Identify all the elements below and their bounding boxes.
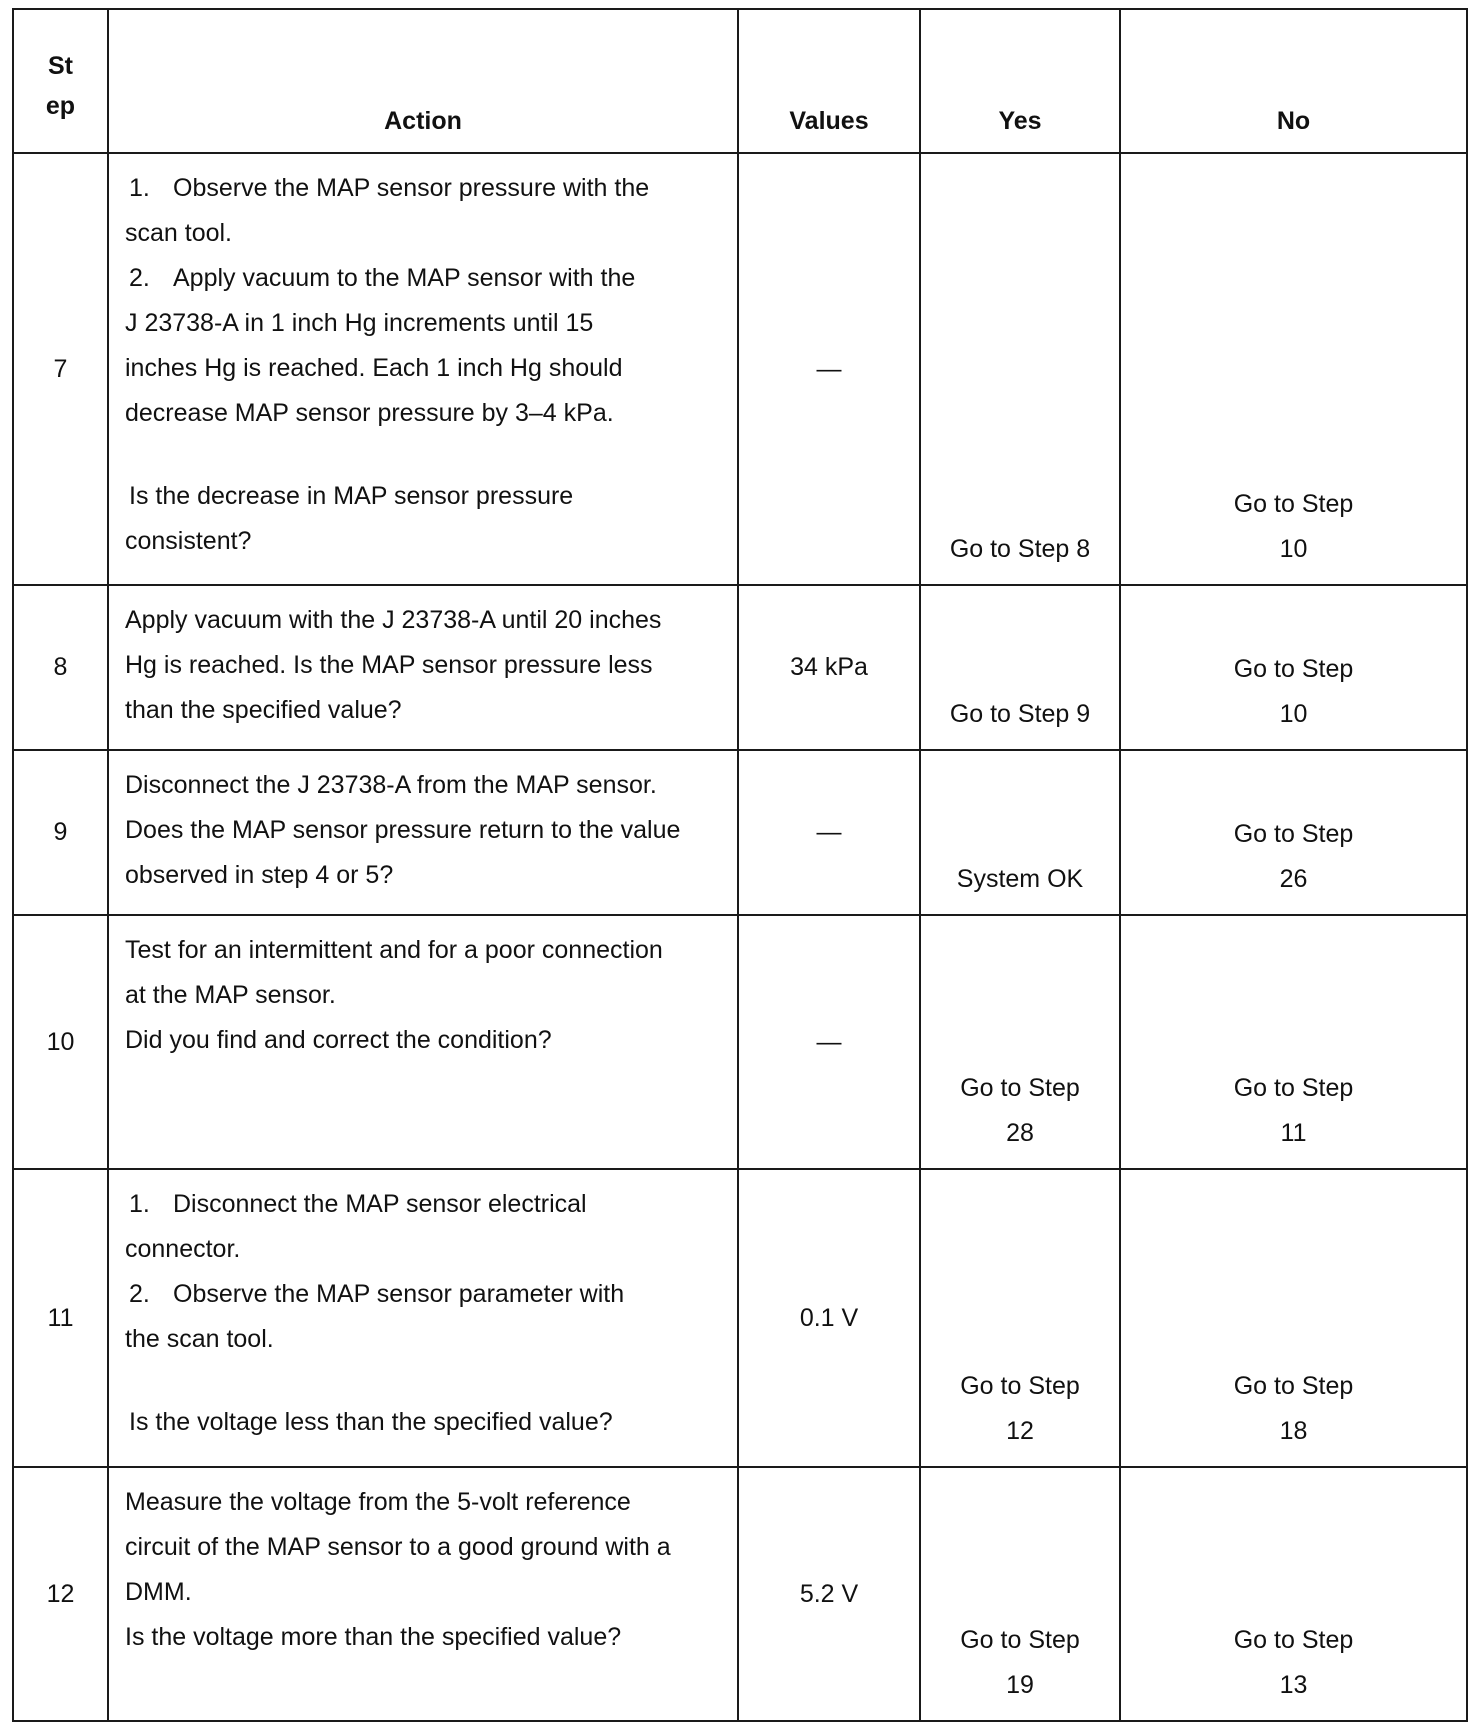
yes-cell [920, 750, 1120, 915]
table-row-step-9 [13, 750, 1467, 915]
yes-text: Go to Step 9 [949, 700, 1091, 728]
header-row [13, 9, 1467, 153]
action-line: Apply vacuum with the J 23738-A until 20 inches [125, 606, 662, 634]
action-cell [108, 585, 738, 750]
yes-step-number: 19 [1006, 1671, 1034, 1699]
yes-cell [920, 915, 1120, 1169]
list-number: 2. [129, 1280, 150, 1308]
step-number: 12 [13, 1467, 108, 1721]
action-line: decrease MAP sensor pressure by 3–4 kPa. [125, 399, 614, 427]
no-step-number: 18 [1279, 1417, 1308, 1445]
step-number: 8 [13, 585, 108, 750]
no-text: Go to Step [1233, 1372, 1354, 1400]
action-cell [108, 1467, 738, 1721]
no-cell [1120, 750, 1467, 915]
action-line: DMM. [125, 1578, 192, 1606]
action-line [125, 256, 727, 301]
header-action: Action [108, 9, 738, 153]
action-text: Observe the MAP sensor parameter with [173, 1280, 625, 1308]
action-line: J 23738-A in 1 inch Hg increments until 15 [125, 309, 594, 337]
list-number: 1. [129, 174, 150, 202]
action-line: observed in step 4 or 5? [125, 861, 394, 889]
header-step-line1: St [48, 52, 73, 80]
yes-text: Go to Step [960, 1074, 1080, 1102]
no-text: Go to Step [1233, 490, 1354, 518]
table-row-step-10 [13, 915, 1467, 1169]
action-line: Hg is reached. Is the MAP sensor pressure less [125, 651, 653, 679]
yes-cell [920, 153, 1120, 585]
action-line: the scan tool. [125, 1325, 274, 1353]
no-cell [1120, 915, 1467, 1169]
action-line: at the MAP sensor. [125, 981, 336, 1009]
yes-cell [920, 1169, 1120, 1467]
spacer [125, 436, 727, 474]
diagnostic-table [12, 8, 1468, 1722]
header-no: No [1120, 9, 1467, 153]
action-line: Does the MAP sensor pressure return to the value [125, 816, 681, 844]
action-cell [108, 915, 738, 1169]
list-number: 2. [129, 264, 150, 292]
table-row-step-11 [13, 1169, 1467, 1467]
spacer [125, 1362, 727, 1400]
value-cell: — [738, 915, 920, 1169]
step-number: 9 [13, 750, 108, 915]
yes-cell [920, 1467, 1120, 1721]
list-number: 1. [129, 1190, 150, 1218]
yes-cell [920, 585, 1120, 750]
action-cell [108, 1169, 738, 1467]
action-line: Did you find and correct the condition? [125, 1026, 552, 1054]
action-text: Disconnect the MAP sensor electrical [173, 1190, 587, 1218]
yes-text: System OK [956, 865, 1084, 893]
no-step-number: 11 [1280, 1119, 1307, 1147]
value-cell: 34 kPa [738, 585, 920, 750]
action-question: Is the voltage more than the specified value? [125, 1623, 622, 1651]
action-line: connector. [125, 1235, 241, 1263]
action-line: Disconnect the J 23738-A from the MAP sensor. [125, 771, 657, 799]
value-cell: 5.2 V [738, 1467, 920, 1721]
action-cell [108, 750, 738, 915]
value-cell: — [738, 750, 920, 915]
action-line [125, 166, 727, 211]
yes-text: Go to Step [960, 1372, 1080, 1400]
value-cell: — [738, 153, 920, 585]
no-step-number: 26 [1279, 865, 1308, 893]
header-step [13, 9, 108, 153]
table-row-step-8 [13, 585, 1467, 750]
no-cell [1120, 585, 1467, 750]
no-text: Go to Step [1233, 820, 1354, 848]
header-yes: Yes [920, 9, 1120, 153]
action-question: Is the decrease in MAP sensor pressure [129, 482, 574, 510]
no-step-number: 13 [1279, 1671, 1308, 1699]
action-line: than the specified value? [125, 696, 402, 724]
no-cell [1120, 153, 1467, 585]
value-cell: 0.1 V [738, 1169, 920, 1467]
no-step-number: 10 [1279, 535, 1308, 563]
yes-step-number: 12 [1006, 1417, 1034, 1445]
header-step-line2: ep [45, 92, 76, 120]
yes-step-number: 28 [1006, 1119, 1034, 1147]
action-line: inches Hg is reached. Each 1 inch Hg should [125, 354, 623, 382]
no-text: Go to Step [1233, 655, 1354, 683]
action-line: Measure the voltage from the 5-volt reference [125, 1488, 631, 1516]
no-step-number: 10 [1279, 700, 1308, 728]
action-text: Observe the MAP sensor pressure with the [173, 174, 650, 202]
no-text: Go to Step [1233, 1626, 1354, 1654]
step-number: 7 [13, 153, 108, 585]
no-cell [1120, 1169, 1467, 1467]
yes-text: Go to Step 8 [949, 535, 1091, 563]
table-row-step-7 [13, 153, 1467, 585]
table-row-step-12 [13, 1467, 1467, 1721]
action-line: Test for an intermittent and for a poor connection [125, 936, 663, 964]
no-cell [1120, 1467, 1467, 1721]
action-line [125, 1272, 727, 1317]
action-line: circuit of the MAP sensor to a good ground with a [125, 1533, 671, 1561]
no-text: Go to Step [1233, 1074, 1354, 1102]
header-values: Values [738, 9, 920, 153]
action-cell [108, 153, 738, 585]
action-question: Is the voltage less than the specified value? [129, 1408, 613, 1436]
action-line [125, 1182, 727, 1227]
step-number: 11 [13, 1169, 108, 1467]
action-text: Apply vacuum to the MAP sensor with the [173, 264, 636, 292]
step-number: 10 [13, 915, 108, 1169]
yes-text: Go to Step [960, 1626, 1080, 1654]
action-question: consistent? [125, 527, 252, 555]
action-line: scan tool. [125, 219, 233, 247]
